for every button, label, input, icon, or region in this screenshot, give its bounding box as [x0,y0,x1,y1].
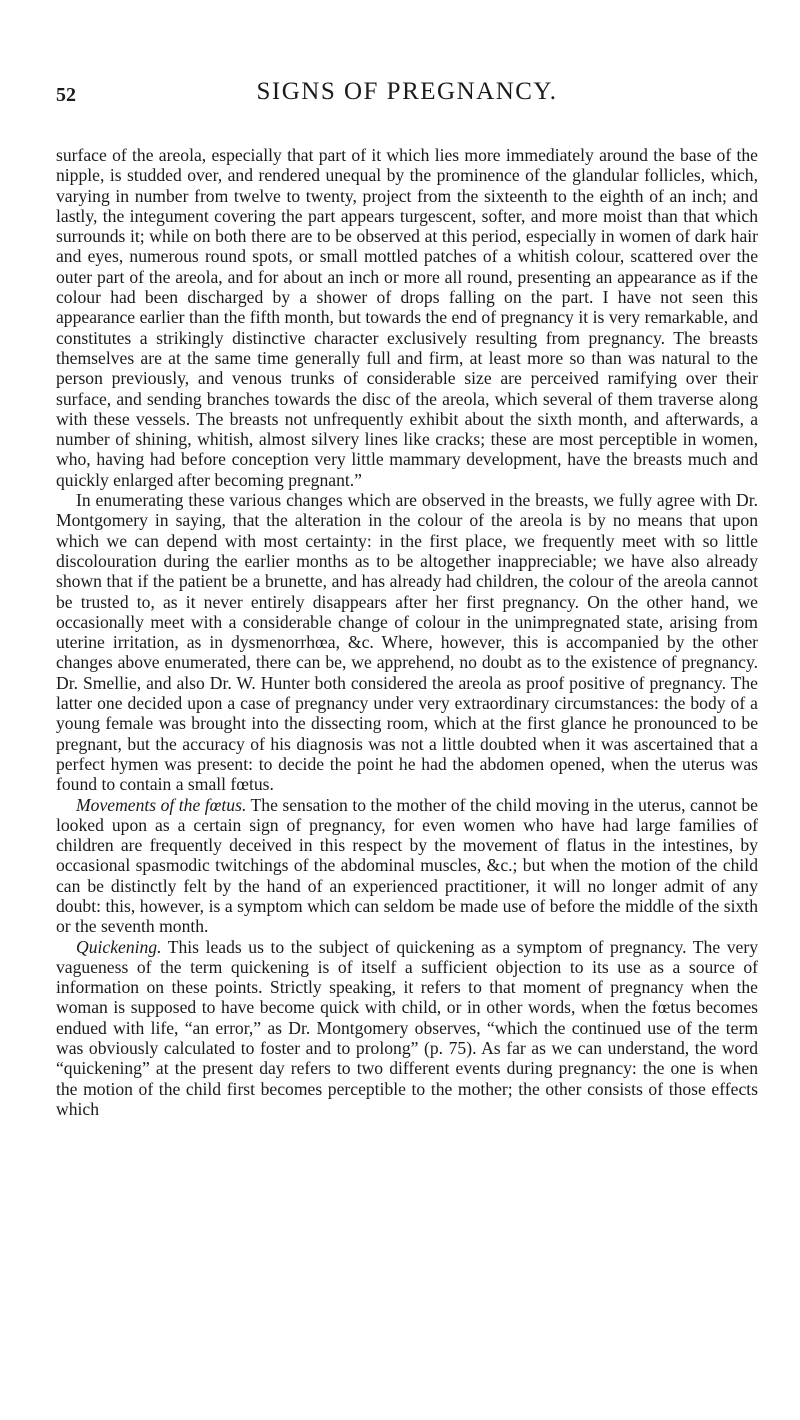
page-title: SIGNS OF PREGNANCY. [256,78,558,105]
running-head [56,78,758,112]
section-heading-movements: Movements of the fœtus. [76,794,247,815]
paragraph-text: The sensation to the mother of the child moving in the uterus, cannot be looked upon as a certain sign of pregnancy, for even women who have had large families of children are frequently deceived in this respect by the movement of flatus in the intestines, by occasional spasmodic twitchings of the abdominal muscles, &c.; but when the motion of the child can be distinctly felt by the hand of an experienced practitioner, it will no longer admit of any doubt: this, however, is a symptom which can seldom be made use of before the middle of the sixth or the seventh month. [56,794,758,937]
page-number: 52 [56,84,76,106]
paragraph-areola-continued [56,145,758,490]
paragraph-quickening [56,937,758,1120]
body-text [56,145,758,1119]
paragraph-movements-of-foetus [56,795,758,937]
section-heading-quickening: Quickening. [76,936,162,957]
paragraph-text: This leads us to the subject of quickening as a symptom of pregnancy. The very vagueness of the term quickening is of itself a sufficient objection to its use as a source of information on these points. Strictly speaking, it refers to that moment of pregnancy when the woman is supposed to have become quick with child, or in other words, when the fœtus becomes endued with life, “an error,” as Dr. Montgomery observes, “which the continued use of the term was obviously calculated to foster and to prolong” (p. 75). As far as we can understand, the word “quickening” at the present day refers to two different events during pregnancy: the one is when the motion of the child first becomes perceptible to the mother; the other consists of those effects which [56,936,758,1119]
paragraph-text: In enumerating these various changes which are observed in the breasts, we fully agree with Dr. Montgomery in saying, that the alteration in the colour of the areola is by no means that upon which we can depend with most certainty: in the first place, we frequently meet with so little discolouration during the earlier months as to be altogether inappreciable; we have also already shown that if the patient be a brunette, and has already had children, the colour of the areola cannot be trusted to, as it never entirely disappears after her first pregnancy. On the other hand, we occasionally meet with a considerable change of colour in the unimpregnated state, arising from uterine irritation, as in dysmenorrhœa, &c. Where, however, this is accompanied by the other changes above enumerated, there can be, we apprehend, no doubt as to the existence of pregnancy. Dr. Smellie, and also Dr. W. Hunter both considered the areola as proof positive of pregnancy. The latter one decided upon a case of pregnancy under very extraordinary circumstances: the body of a young female was brought into the dissecting room, which at the first glance he pronounced to be pregnant, but the accuracy of his diagnosis was not a little doubted when it was ascertained that a perfect hymen was present: to decide the point he had the abdomen opened, when the uterus was found to contain a small fœtus. [56,490,758,795]
paragraph-enumerating-changes [56,490,758,794]
paragraph-text: surface of the areola, especially that part of it which lies more immediately around the base of the nipple, is studded over, and rendered unequal by the prominence of the glandular follicles, which, varying in number from twelve to twenty, project from the sixteenth to the eighth of an inch; and lastly, the integument covering the part appears turgescent, softer, and more moist than that which surrounds it; while on both there are to be observed at this period, especially in women of dark hair and eyes, numerous round spots, or small mottled patches of a whitish colour, scattered over the outer part of the areola, and for about an inch or more all round, presenting an appearance as if the colour had been discharged by a shower of drops falling on the part. I have not seen this appearance earlier than the fifth month, but towards the end of pregnancy it is very remarkable, and constitutes a strikingly distinctive character exclusively resulting from pregnancy. The breasts themselves are at the same time generally full and firm, at least more so than was natural to the person previously, and venous trunks of considerable size are perceived ramifying over their surface, and sending branches towards the disc of the areola, which several of them traverse along with these vessels. The breasts not unfrequently exhibit about the sixth month, and afterwards, a number of shining, whitish, almost silvery lines like cracks; these are most perceptible in women, who, having had before conception very little mammary development, have the breasts much and quickly enlarged after becoming pregnant.” [56,145,758,490]
